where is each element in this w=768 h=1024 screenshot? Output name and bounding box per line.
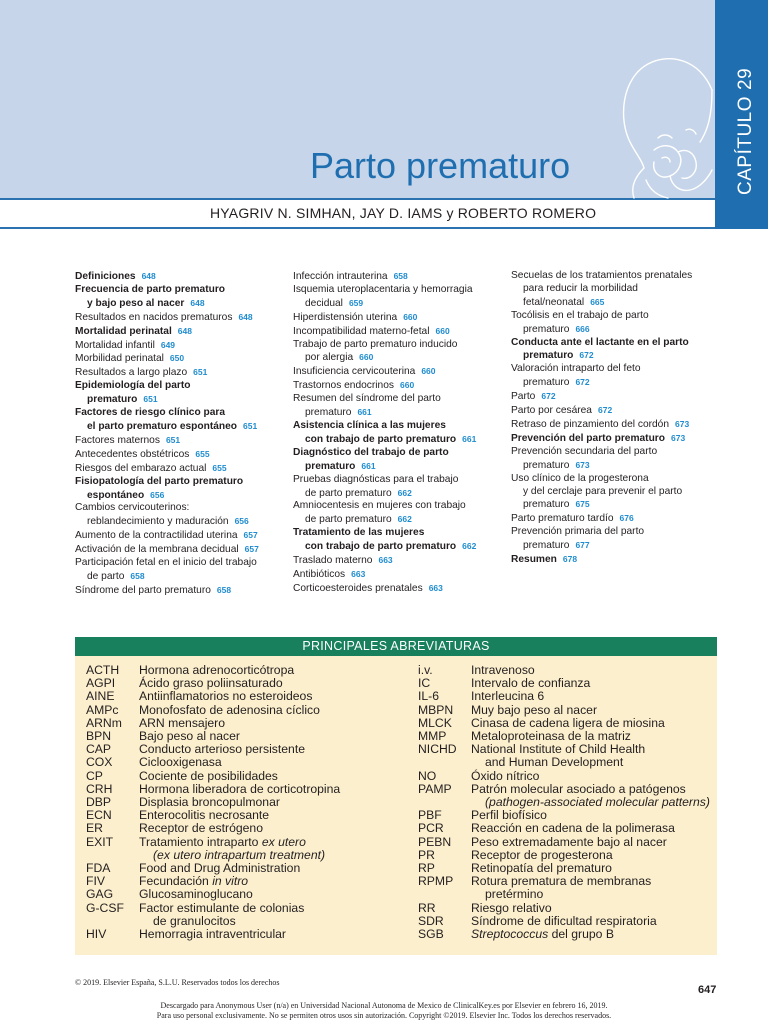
toc-entry <box>75 284 285 297</box>
toc-entry <box>75 462 285 476</box>
abbreviation-meaning-text: Intravenoso <box>471 663 535 677</box>
abbreviation-meaning-text: Fecundación <box>139 874 213 889</box>
chapter-title: Parto prematuro <box>310 145 571 186</box>
toc-entry <box>293 339 503 352</box>
abbreviation-meaning-text: Cinasa de cadena ligera de miosina <box>471 715 665 730</box>
toc-entry-text: Prevención del parto prematuro <box>511 432 665 444</box>
abbreviation-meaning-text: Glucosaminoglucano <box>139 887 253 902</box>
toc-entry-text: Síndrome del parto prematuro <box>75 584 211 596</box>
toc-entry <box>293 433 503 447</box>
toc-entry-text: prematuro <box>523 377 570 389</box>
toc-entry-text: Epidemiología del parto <box>75 380 191 392</box>
toc-entry <box>75 420 285 434</box>
toc-entry-text: prematuro <box>523 459 570 471</box>
toc-entry <box>75 584 285 598</box>
abbreviation-meaning-text: ARN mensajero <box>139 715 226 730</box>
toc-entry <box>75 434 285 448</box>
toc-entry-text: Incompatibilidad materno-fetal <box>293 325 430 337</box>
abbreviation-meaning-text: National Institute of Child Health <box>471 742 646 757</box>
toc-page-number: 663 <box>378 555 393 566</box>
toc-entry <box>75 557 285 570</box>
abbreviation-code: NO <box>418 768 437 783</box>
abbreviation-code: PCR <box>418 821 444 836</box>
chapter-word: CAPÍTULO <box>735 95 756 195</box>
toc-entry <box>75 393 285 407</box>
toc-entry <box>75 502 285 515</box>
abbreviation-meaning-text: de granulocitos <box>153 913 236 928</box>
abbreviation-meaning-text: Síndrome de dificultad respiratoria <box>471 913 657 928</box>
toc-entry <box>293 365 503 379</box>
toc-entry <box>511 459 726 473</box>
toc-page-number: 661 <box>357 407 372 418</box>
toc-entry <box>511 270 726 283</box>
toc-entry <box>293 540 503 554</box>
abbreviation-meaning-text: Displasia broncopulmonar <box>139 795 280 810</box>
toc-entry-text: reblandecimiento y maduración <box>87 516 229 528</box>
abbreviation-row <box>86 928 340 941</box>
toc-entry <box>293 325 503 339</box>
toc-entry <box>293 582 503 596</box>
toc-page-number: 659 <box>348 297 364 308</box>
toc-entry <box>293 568 503 582</box>
toc-page-number: 665 <box>590 296 605 307</box>
abbreviations-list-left <box>86 664 340 941</box>
abbreviation-code: SDR <box>418 913 444 928</box>
toc-entry-text: prematuro <box>523 350 574 362</box>
toc-entry <box>293 297 503 311</box>
toc-entry-text: Prevención primaria del parto <box>511 526 645 538</box>
toc-page-number: 663 <box>351 568 366 579</box>
abbreviation-meaning-text: pretérmino <box>485 887 544 902</box>
abbreviation-row <box>418 888 710 901</box>
toc-column-1 <box>75 270 285 598</box>
toc-entry-text: Aumento de la contractilidad uterina <box>75 530 238 542</box>
toc-page-number: 651 <box>193 367 208 378</box>
toc-entry-text: prematuro <box>305 460 356 472</box>
toc-entry <box>293 420 503 433</box>
toc-entry <box>293 351 503 365</box>
abbreviation-meaning-text: Food and Drug Administration <box>139 861 301 876</box>
toc-page-number: 657 <box>244 544 259 555</box>
toc-entry <box>75 352 285 366</box>
page-number: 647 <box>698 984 717 996</box>
toc-entry <box>75 325 285 339</box>
toc-entry-text: Tocólisis en el trabajo de parto <box>511 309 649 321</box>
toc-entry-text: Retraso de pinzamiento del cordón <box>511 418 670 430</box>
toc-page-number: 672 <box>541 391 556 402</box>
abbreviation-code: SGB <box>418 927 444 942</box>
toc-column-3 <box>511 270 726 567</box>
abbreviation-code: CP <box>86 768 103 783</box>
abbreviation-meaning-text: (ex utero intrapartum treatment) <box>153 847 326 862</box>
toc-page-number: 662 <box>397 487 412 498</box>
toc-entry <box>293 406 503 420</box>
abbreviation-code: ECN <box>86 808 112 823</box>
toc-entry-text: y bajo peso al nacer <box>87 297 185 309</box>
toc-page-number: 648 <box>238 311 253 322</box>
toc-page-number: 661 <box>361 460 376 471</box>
abbreviation-code: HIV <box>86 927 107 942</box>
toc-entry <box>511 498 726 512</box>
toc-entry-text: prematuro <box>523 499 570 511</box>
abbreviation-code: MLCK <box>418 715 452 730</box>
toc-entry <box>511 323 726 337</box>
abbreviation-code <box>418 888 471 901</box>
toc-entry-text: Participación fetal en el inicio del trabajo <box>75 557 257 569</box>
abbreviation-code: ER <box>86 821 103 836</box>
toc-entry-text: con trabajo de parto prematuro <box>305 541 457 553</box>
abbreviation-meaning-text: Receptor de progesterona <box>471 847 613 862</box>
toc-entry-text: Parto <box>511 391 536 403</box>
abbreviation-meaning-text: Peso extremadamente bajo al nacer <box>471 834 667 849</box>
toc-entry <box>75 366 285 380</box>
toc-entry-text: Insuficiencia cervicouterina <box>293 366 416 378</box>
abbreviation-row <box>418 796 710 809</box>
toc-page-number: 657 <box>243 530 258 541</box>
abbreviation-code: CAP <box>86 742 112 757</box>
toc-entry-text: prematuro <box>523 540 570 552</box>
chapter-number: 29 <box>735 67 756 90</box>
toc-entry-text: Fisiopatología del parto prematuro <box>75 475 244 487</box>
toc-entry <box>511 473 726 486</box>
abbreviation-meaning-text: Hemorragia intraventricular <box>139 927 286 942</box>
toc-entry <box>293 487 503 501</box>
toc-entry <box>511 283 726 296</box>
abbreviation-meaning <box>471 928 614 941</box>
abbreviation-meaning-text: (pathogen-associated molecular patterns) <box>485 795 710 810</box>
toc-entry <box>293 460 503 474</box>
toc-entry-text: Cambios cervicouterinos: <box>75 502 190 514</box>
toc-page-number: 678 <box>562 554 578 565</box>
toc-entry-text: Mortalidad infantil <box>75 339 155 351</box>
toc-entry-text: Valoración intraparto del feto <box>511 363 641 375</box>
toc-page-number: 672 <box>575 377 590 388</box>
abbreviation-code: PBF <box>418 808 442 823</box>
download-notice-line-1: Descargado para Anonymous User (n/a) en Universidad Nacional Autonoma de Mexico de ClinicalKey.es por Elsevier en febrero 16, 2019. <box>160 1001 608 1010</box>
toc-entry <box>293 393 503 406</box>
toc-page-number: 651 <box>165 434 181 445</box>
abbreviation-code: RPMP <box>418 874 454 889</box>
toc-entry-text: Conducta ante el lactante en el parto <box>511 336 689 348</box>
abbreviation-meaning-text: Hormona adrenocorticótropa <box>139 663 295 677</box>
abbreviation-meaning-text: del grupo B <box>548 927 614 942</box>
toc-entry <box>511 390 726 404</box>
toc-entry <box>75 407 285 420</box>
toc-entry-text: Diagnóstico del trabajo de parto <box>293 446 449 458</box>
toc-entry-text: de parto prematuro <box>305 487 392 499</box>
abbreviation-code: GAG <box>86 887 114 902</box>
toc-entry-text: Traslado materno <box>293 555 373 567</box>
toc-entry-text: Parto por cesárea <box>511 405 592 417</box>
abbreviation-meaning-italic: ex utero <box>261 834 306 849</box>
toc-page-number: 660 <box>435 325 450 336</box>
toc-entry-text: Tratamiento de las mujeres <box>293 527 425 539</box>
toc-entry-text: Trastornos endocrinos <box>293 380 394 392</box>
toc-entry <box>75 270 285 284</box>
copyright-notice: © 2019. Elsevier España, S.L.U. Reservados todos los derechos <box>75 978 280 987</box>
abbreviation-code: PEBN <box>418 834 452 849</box>
toc-page-number: 672 <box>579 350 594 361</box>
abbreviation-meaning-text: Cociente de posibilidades <box>139 768 278 783</box>
toc-entry-text: Trabajo de parto prematuro inducido <box>293 338 458 350</box>
toc-page-number: 651 <box>243 420 258 431</box>
toc-entry <box>75 311 285 325</box>
abbreviation-code: ARNm <box>86 715 122 730</box>
abbreviation-meaning-text: Óxido nítrico <box>471 768 540 783</box>
toc-entry-text: prematuro <box>87 394 138 406</box>
download-notice-line-2: Para uso personal exclusivamente. No se permiten otros usos sin autorización. Copyright ©2019. Elsevier Inc. Todos los derechos reservados. <box>156 1011 612 1020</box>
abbreviation-code: PAMP <box>418 781 452 796</box>
abbreviation-code: FIV <box>86 874 105 889</box>
toc-entry <box>511 418 726 432</box>
abbreviation-row <box>418 756 710 769</box>
toc-entry <box>293 270 503 284</box>
toc-entry-text: con trabajo de parto prematuro <box>305 433 457 445</box>
toc-entry-text: Infección intrauterina <box>293 271 388 282</box>
abbreviation-code: MMP <box>418 729 447 744</box>
abbreviation-meaning-text: Receptor de estrógeno <box>139 821 263 836</box>
abbreviation-code: NICHD <box>418 742 457 757</box>
abbreviation-meaning-text: Conducto arterioso persistente <box>139 742 305 757</box>
toc-page-number: 650 <box>169 353 185 364</box>
toc-page-number: 673 <box>575 459 590 470</box>
toc-entry-text: Definiciones <box>75 271 136 282</box>
toc-entry-text: fetal/neonatal <box>523 296 585 308</box>
abbreviation-row <box>418 875 710 888</box>
abbreviation-meaning-italic: Streptococcus <box>471 927 549 942</box>
toc-entry <box>511 296 726 310</box>
chapter-label <box>735 68 757 195</box>
toc-entry <box>511 446 726 459</box>
toc-page-number: 660 <box>359 352 374 363</box>
toc-entry <box>511 526 726 539</box>
toc-page-number: 649 <box>160 339 176 350</box>
abbreviation-meaning-text: Rotura prematura de membranas <box>471 874 652 889</box>
abbreviation-code: FDA <box>86 861 111 876</box>
abbreviation-meaning-text: Ciclooxigenasa <box>139 755 222 770</box>
abbreviation-code: i.v. <box>418 663 433 677</box>
abbreviation-code: AGPI <box>86 676 116 691</box>
abbreviation-code: BPN <box>86 729 112 744</box>
abbreviations-list-right <box>418 664 710 941</box>
toc-page-number: 661 <box>462 433 477 444</box>
toc-page-number: 660 <box>421 366 436 377</box>
toc-entry <box>75 476 285 489</box>
toc-entry-text: Antecedentes obstétricos <box>75 448 190 460</box>
toc-page-number: 676 <box>619 513 634 524</box>
toc-page-number: 677 <box>575 540 590 551</box>
toc-entry <box>511 363 726 376</box>
toc-entry-text: Pruebas diagnósticas para el trabajo <box>293 473 459 485</box>
abbreviation-code: G-CSF <box>86 900 124 915</box>
toc-entry <box>511 432 726 446</box>
toc-entry-text: Antibióticos <box>293 568 346 580</box>
toc-page-number: 662 <box>462 541 477 552</box>
abbreviation-meaning <box>139 928 286 941</box>
toc-entry <box>511 310 726 323</box>
toc-entry <box>511 404 726 418</box>
abbreviation-meaning-text: Factor estimulante de colonias <box>139 900 305 915</box>
toc-entry <box>75 515 285 529</box>
abbreviation-meaning-text: Ácido graso poliinsaturado <box>139 676 283 691</box>
toc-entry-text: Resultados en nacidos prematuros <box>75 311 233 323</box>
toc-entry-text: Resumen <box>511 554 557 566</box>
toc-entry-text: por alergia <box>305 352 354 364</box>
toc-entry <box>293 500 503 513</box>
toc-page-number: 658 <box>216 584 232 595</box>
toc-entry-text: decidual <box>305 297 343 309</box>
toc-entry <box>293 513 503 527</box>
toc-entry-text: espontáneo <box>87 489 145 501</box>
toc-entry <box>75 448 285 462</box>
abbreviation-code: IC <box>418 676 431 691</box>
abbreviation-code: PR <box>418 847 435 862</box>
abbreviation-meaning-text: and Human Development <box>485 755 624 770</box>
abbreviation-code: RP <box>418 861 435 876</box>
toc-page-number: 648 <box>190 297 205 308</box>
toc-entry <box>293 284 503 297</box>
toc-page-number: 672 <box>597 405 613 416</box>
abbreviation-meaning-text: Enterocolitis necrosante <box>139 808 270 823</box>
toc-entry <box>75 339 285 353</box>
toc-entry <box>75 570 285 584</box>
abbreviation-code: IL-6 <box>418 689 440 704</box>
toc-entry <box>511 376 726 390</box>
toc-entry <box>293 379 503 393</box>
toc-entry-text: Corticoesteroides prenatales <box>293 582 423 594</box>
toc-entry-text: Asistencia clínica a las mujeres <box>293 419 446 431</box>
abbreviation-meaning-text: Intervalo de confianza <box>471 676 591 691</box>
toc-entry-text: Secuelas de los tratamientos prenatales <box>511 270 693 281</box>
toc-page-number: 660 <box>399 380 415 391</box>
toc-entry-text: Prevención secundaria del parto <box>511 445 658 457</box>
toc-entry-text: Parto prematuro tardío <box>511 513 614 525</box>
toc-entry-text: Factores maternos <box>75 434 160 446</box>
abbreviation-meaning-text: Riesgo relativo <box>471 900 552 915</box>
toc-page-number: 658 <box>130 570 145 581</box>
toc-page-number: 651 <box>143 394 158 405</box>
abbreviation-meaning-text: Patrón molecular asociado a patógenos <box>471 781 686 796</box>
toc-page-number: 660 <box>403 311 418 322</box>
toc-entry <box>75 489 285 503</box>
toc-entry <box>75 543 285 557</box>
toc-entry-text: Riesgos del embarazo actual <box>75 462 207 474</box>
abbreviation-meaning-text: Muy bajo peso al nacer <box>471 702 598 717</box>
toc-entry-text: Hiperdistensión uterina <box>293 311 398 323</box>
toc-entry-text: Mortalidad perinatal <box>75 325 172 337</box>
toc-entry-text: Uso clínico de la progesterona <box>511 472 649 484</box>
toc-entry-text: Factores de riesgo clínico para <box>75 407 226 419</box>
abbreviation-code: CRH <box>86 781 113 796</box>
abbreviation-meaning-text: Tratamiento intraparto <box>139 834 262 849</box>
toc-entry <box>511 337 726 350</box>
abbreviation-row <box>418 928 710 941</box>
toc-entry <box>511 553 726 567</box>
toc-page-number: 675 <box>575 499 590 510</box>
toc-entry-text: Morbilidad perinatal <box>75 353 164 365</box>
toc-entry <box>511 539 726 553</box>
abbreviation-meaning-text: Hormona liberadora de corticotropina <box>139 781 341 796</box>
abbreviation-meaning-text: Perfil biofísico <box>471 808 547 823</box>
toc-page-number: 673 <box>670 432 686 443</box>
abbreviation-code <box>418 756 471 769</box>
toc-entry <box>75 297 285 311</box>
toc-entry-text: Activación de la membrana decidual <box>75 544 239 556</box>
fetal-head-illustration-icon <box>600 30 715 200</box>
toc-page-number: 673 <box>675 418 690 429</box>
toc-entry-text: prematuro <box>305 407 352 419</box>
abbreviation-code: AINE <box>86 689 115 704</box>
toc-entry-text: Amniocentesis en mujeres con trabajo <box>293 500 466 512</box>
toc-entry-text: para reducir la morbilidad <box>523 282 638 294</box>
abbreviation-code: MBPN <box>418 702 454 717</box>
toc-entry <box>75 380 285 393</box>
abbreviation-meaning-italic: in vitro <box>212 874 249 889</box>
toc-column-2 <box>293 270 503 596</box>
abbreviations-heading: PRINCIPALES ABREVIATURAS <box>75 637 717 656</box>
toc-entry-text: Resumen del síndrome del parto <box>293 393 441 405</box>
abbreviation-meaning-text: Reacción en cadena de la polimerasa <box>471 821 675 836</box>
toc-page-number: 666 <box>575 323 590 334</box>
toc-entry-text: prematuro <box>523 323 570 335</box>
toc-entry-text: Resultados a largo plazo <box>75 367 188 379</box>
toc-page-number: 648 <box>177 325 192 336</box>
abbreviation-meaning-text: Interleucina 6 <box>471 689 545 704</box>
abbreviation-row <box>418 677 710 690</box>
toc-entry <box>511 486 726 499</box>
abbreviations-box <box>75 637 717 955</box>
abbreviation-code: COX <box>86 755 113 770</box>
toc-entry <box>293 474 503 487</box>
toc-page-number: 655 <box>212 462 227 473</box>
toc-entry <box>511 349 726 363</box>
chapter-authors: HYAGRIV N. SIMHAN, JAY D. IAMS y ROBERTO ROMERO <box>210 205 597 221</box>
abbreviation-meaning-text: Retinopatía del prematuro <box>471 861 612 876</box>
toc-page-number: 656 <box>150 489 165 500</box>
abbreviation-code: DBP <box>86 795 112 810</box>
abbreviation-code: ACTH <box>86 663 120 677</box>
toc-entry-text: Isquemia uteroplacentaria y hemorragia <box>293 283 473 295</box>
toc-page-number: 658 <box>393 271 408 281</box>
toc-entry <box>293 447 503 460</box>
toc-entry-text: y del cerclaje para prevenir el parto <box>523 485 683 497</box>
toc-entry-text: de parto <box>87 570 125 582</box>
abbreviation-meaning-text: Monofosfato de adenosina cíclico <box>139 702 320 717</box>
abbreviation-meaning-text: Metaloproteinasa de la matriz <box>471 729 631 744</box>
abbreviation-code: AMPc <box>86 702 119 717</box>
toc-page-number: 663 <box>428 582 443 593</box>
abbreviation-meaning-text: Antiinflamatorios no esteroideos <box>139 689 313 704</box>
toc-page-number: 648 <box>141 271 156 281</box>
toc-entry <box>293 554 503 568</box>
toc-entry <box>511 512 726 526</box>
abbreviation-meaning-text: Bajo peso al nacer <box>139 729 240 744</box>
toc-entry <box>293 311 503 325</box>
abbreviation-code: RR <box>418 900 436 915</box>
abbreviation-code: EXIT <box>86 834 114 849</box>
toc-entry <box>293 527 503 540</box>
toc-entry-text: Frecuencia de parto prematuro <box>75 283 226 295</box>
toc-page-number: 655 <box>195 448 210 459</box>
header-rule-bottom <box>0 227 715 229</box>
toc-page-number: 662 <box>397 514 412 525</box>
toc-entry <box>75 529 285 543</box>
toc-entry-text: el parto prematuro espontáneo <box>87 420 238 432</box>
toc-entry-text: de parto prematuro <box>305 514 392 526</box>
toc-page-number: 656 <box>234 516 249 527</box>
